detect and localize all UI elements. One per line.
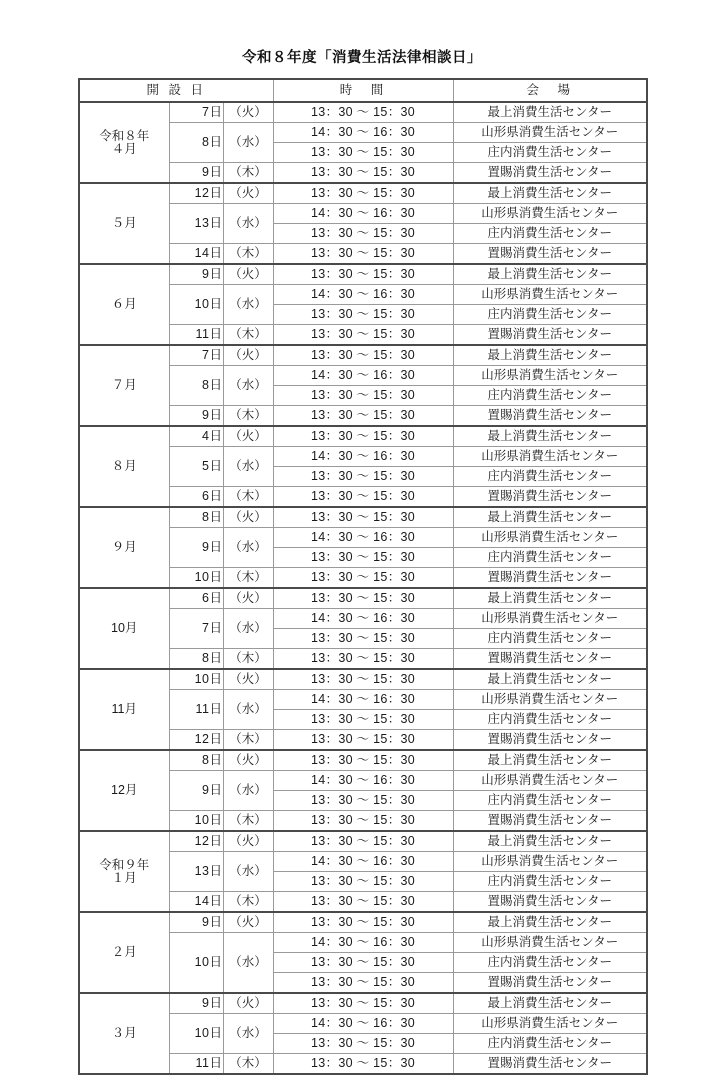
consultation-time: 13：30 ～ 15：30 (273, 406, 453, 427)
day-weekday: （木） (223, 487, 273, 508)
venue-name: 置賜消費生活センター (453, 568, 647, 589)
day-weekday: （水） (223, 690, 273, 730)
venue-name: 最上消費生活センター (453, 102, 647, 123)
day-number: 14日 (169, 244, 223, 265)
day-number: 10日 (169, 811, 223, 832)
venue-name: 最上消費生活センター (453, 588, 647, 609)
day-weekday: （火） (223, 588, 273, 609)
day-weekday: （火） (223, 264, 273, 285)
venue-name: 置賜消費生活センター (453, 406, 647, 427)
venue-name: 山形県消費生活センター (453, 285, 647, 305)
venue-name: 山形県消費生活センター (453, 447, 647, 467)
day-number: 8日 (169, 123, 223, 163)
day-number: 8日 (169, 366, 223, 406)
venue-name: 山形県消費生活センター (453, 771, 647, 791)
consultation-time: 13：30 ～ 15：30 (273, 872, 453, 892)
month-label (79, 669, 169, 750)
day-weekday: （水） (223, 609, 273, 649)
day-number: 10日 (169, 669, 223, 690)
month-label-line1: ９月 (111, 540, 137, 555)
consultation-time: 14：30 ～ 16：30 (273, 528, 453, 548)
venue-name: 庄内消費生活センター (453, 710, 647, 730)
venue-name: 最上消費生活センター (453, 912, 647, 933)
consultation-time: 13：30 ～ 15：30 (273, 953, 453, 973)
day-number: 14日 (169, 892, 223, 913)
venue-name: 山形県消費生活センター (453, 690, 647, 710)
day-number: 9日 (169, 912, 223, 933)
day-weekday: （木） (223, 406, 273, 427)
venue-name: 庄内消費生活センター (453, 143, 647, 163)
consultation-time: 13：30 ～ 15：30 (273, 1054, 453, 1075)
consultation-time: 13：30 ～ 15：30 (273, 973, 453, 994)
month-label-line2: ４月 (111, 141, 137, 156)
day-weekday: （火） (223, 426, 273, 447)
header-row (79, 79, 647, 102)
venue-name: 最上消費生活センター (453, 669, 647, 690)
month-label (79, 912, 169, 993)
month-label-line1: 令和８年 (99, 129, 150, 143)
day-weekday: （木） (223, 649, 273, 670)
consultation-time: 13：30 ～ 15：30 (273, 183, 453, 204)
consultation-time: 13：30 ～ 15：30 (273, 264, 453, 285)
consultation-time: 13：30 ～ 15：30 (273, 568, 453, 589)
page-title: 令和８年度「消費生活法律相談日」 (242, 50, 482, 66)
day-number: 4日 (169, 426, 223, 447)
table-row (79, 588, 647, 609)
venue-name: 山形県消費生活センター (453, 852, 647, 872)
day-number: 7日 (169, 609, 223, 649)
month-label (79, 750, 169, 831)
month-label (79, 264, 169, 345)
day-number: 6日 (169, 588, 223, 609)
month-label (79, 507, 169, 588)
venue-name: 山形県消費生活センター (453, 204, 647, 224)
day-weekday: （水） (223, 204, 273, 244)
venue-name: 置賜消費生活センター (453, 1054, 647, 1075)
venue-name: 庄内消費生活センター (453, 629, 647, 649)
table-row (79, 669, 647, 690)
day-number: 9日 (169, 163, 223, 184)
month-label-line1: 12月 (111, 783, 138, 798)
day-weekday: （火） (223, 183, 273, 204)
month-label (79, 183, 169, 264)
consultation-time: 14：30 ～ 16：30 (273, 366, 453, 386)
month-label-line2: １月 (111, 870, 137, 885)
consultation-time: 13：30 ～ 15：30 (273, 730, 453, 751)
day-weekday: （火） (223, 507, 273, 528)
consultation-time: 13：30 ～ 15：30 (273, 426, 453, 447)
day-number: 12日 (169, 730, 223, 751)
venue-name: 山形県消費生活センター (453, 1014, 647, 1034)
month-label-line1: ５月 (111, 216, 137, 231)
day-number: 11日 (169, 1054, 223, 1075)
day-number: 12日 (169, 831, 223, 852)
table-row (79, 183, 647, 204)
month-label-line1: 令和９年 (99, 858, 150, 872)
month-label-line1: 11月 (111, 702, 137, 717)
table-row (79, 426, 647, 447)
day-number: 12日 (169, 183, 223, 204)
day-number: 9日 (169, 264, 223, 285)
month-label (79, 426, 169, 507)
schedule-table-wrapper (78, 78, 646, 1075)
day-number: 5日 (169, 447, 223, 487)
venue-name: 置賜消費生活センター (453, 163, 647, 184)
venue-name: 庄内消費生活センター (453, 548, 647, 568)
day-number: 10日 (169, 1014, 223, 1054)
day-number: 6日 (169, 487, 223, 508)
consultation-time: 13：30 ～ 15：30 (273, 669, 453, 690)
day-number: 10日 (169, 285, 223, 325)
consultation-time: 13：30 ～ 15：30 (273, 467, 453, 487)
column-header-open-day: 開 設 日 (79, 79, 273, 102)
consultation-time: 13：30 ～ 15：30 (273, 507, 453, 528)
schedule-table (78, 78, 648, 1075)
venue-name: 最上消費生活センター (453, 750, 647, 771)
consultation-time: 13：30 ～ 15：30 (273, 386, 453, 406)
consultation-time: 14：30 ～ 16：30 (273, 690, 453, 710)
day-number: 8日 (169, 507, 223, 528)
venue-name: 最上消費生活センター (453, 507, 647, 528)
venue-name: 庄内消費生活センター (453, 1034, 647, 1054)
consultation-time: 14：30 ～ 16：30 (273, 447, 453, 467)
day-weekday: （木） (223, 244, 273, 265)
consultation-time: 13：30 ～ 15：30 (273, 325, 453, 346)
month-label-line1: ７月 (111, 378, 137, 393)
day-number: 8日 (169, 750, 223, 771)
month-label (79, 588, 169, 669)
day-weekday: （水） (223, 1014, 273, 1054)
table-header (79, 79, 647, 102)
month-label-line1: ８月 (111, 459, 137, 474)
venue-name: 置賜消費生活センター (453, 487, 647, 508)
day-weekday: （火） (223, 669, 273, 690)
day-weekday: （火） (223, 912, 273, 933)
day-number: 9日 (169, 771, 223, 811)
day-number: 13日 (169, 852, 223, 892)
venue-name: 庄内消費生活センター (453, 386, 647, 406)
venue-name: 庄内消費生活センター (453, 791, 647, 811)
table-row (79, 345, 647, 366)
day-weekday: （水） (223, 933, 273, 994)
venue-name: 最上消費生活センター (453, 993, 647, 1014)
day-weekday: （火） (223, 750, 273, 771)
column-header-venue: 会 場 (453, 79, 647, 102)
consultation-time: 14：30 ～ 16：30 (273, 852, 453, 872)
day-weekday: （木） (223, 811, 273, 832)
day-weekday: （木） (223, 1054, 273, 1075)
venue-name: 山形県消費生活センター (453, 123, 647, 143)
day-weekday: （水） (223, 528, 273, 568)
table-row (79, 102, 647, 123)
table-body (79, 102, 647, 1074)
venue-name: 置賜消費生活センター (453, 973, 647, 994)
consultation-time: 13：30 ～ 15：30 (273, 831, 453, 852)
month-label (79, 831, 169, 912)
consultation-time: 13：30 ～ 15：30 (273, 102, 453, 123)
consultation-time: 14：30 ～ 16：30 (273, 204, 453, 224)
venue-name: 庄内消費生活センター (453, 953, 647, 973)
column-header-time: 時 間 (273, 79, 453, 102)
consultation-time: 13：30 ～ 15：30 (273, 750, 453, 771)
day-weekday: （火） (223, 993, 273, 1014)
consultation-time: 13：30 ～ 15：30 (273, 993, 453, 1014)
day-number: 10日 (169, 933, 223, 994)
venue-name: 置賜消費生活センター (453, 892, 647, 913)
consultation-time: 14：30 ～ 16：30 (273, 123, 453, 143)
venue-name: 置賜消費生活センター (453, 244, 647, 265)
day-weekday: （木） (223, 163, 273, 184)
consultation-time: 13：30 ～ 15：30 (273, 710, 453, 730)
venue-name: 庄内消費生活センター (453, 224, 647, 244)
day-weekday: （木） (223, 892, 273, 913)
day-number: 9日 (169, 406, 223, 427)
consultation-time: 13：30 ～ 15：30 (273, 163, 453, 184)
consultation-time: 14：30 ～ 16：30 (273, 609, 453, 629)
venue-name: 置賜消費生活センター (453, 811, 647, 832)
day-number: 10日 (169, 568, 223, 589)
day-weekday: （木） (223, 730, 273, 751)
table-row (79, 831, 647, 852)
day-number: 7日 (169, 345, 223, 366)
day-number: 13日 (169, 204, 223, 244)
day-weekday: （水） (223, 447, 273, 487)
month-label-line1: ３月 (111, 1026, 137, 1041)
venue-name: 山形県消費生活センター (453, 528, 647, 548)
day-weekday: （水） (223, 285, 273, 325)
day-weekday: （火） (223, 831, 273, 852)
consultation-time: 13：30 ～ 15：30 (273, 244, 453, 265)
day-weekday: （水） (223, 852, 273, 892)
consultation-time: 13：30 ～ 15：30 (273, 811, 453, 832)
consultation-time: 14：30 ～ 16：30 (273, 1014, 453, 1034)
consultation-time: 14：30 ～ 16：30 (273, 285, 453, 305)
venue-name: 置賜消費生活センター (453, 649, 647, 670)
consultation-time: 13：30 ～ 15：30 (273, 649, 453, 670)
venue-name: 最上消費生活センター (453, 264, 647, 285)
venue-name: 庄内消費生活センター (453, 305, 647, 325)
consultation-time: 13：30 ～ 15：30 (273, 892, 453, 913)
day-weekday: （木） (223, 568, 273, 589)
month-label (79, 993, 169, 1074)
table-row (79, 750, 647, 771)
day-weekday: （水） (223, 366, 273, 406)
venue-name: 庄内消費生活センター (453, 872, 647, 892)
day-weekday: （火） (223, 345, 273, 366)
venue-name: 最上消費生活センター (453, 345, 647, 366)
consultation-time: 14：30 ～ 16：30 (273, 771, 453, 791)
day-number: 9日 (169, 993, 223, 1014)
month-label (79, 102, 169, 183)
venue-name: 置賜消費生活センター (453, 325, 647, 346)
day-number: 8日 (169, 649, 223, 670)
consultation-time: 13：30 ～ 15：30 (273, 1034, 453, 1054)
consultation-time: 13：30 ～ 15：30 (273, 629, 453, 649)
table-row (79, 993, 647, 1014)
consultation-time: 13：30 ～ 15：30 (273, 224, 453, 244)
month-label-line1: ６月 (111, 297, 137, 312)
month-label (79, 345, 169, 426)
consultation-time: 13：30 ～ 15：30 (273, 548, 453, 568)
venue-name: 山形県消費生活センター (453, 609, 647, 629)
consultation-time: 13：30 ～ 15：30 (273, 487, 453, 508)
month-label-line1: ２月 (111, 945, 137, 960)
venue-name: 最上消費生活センター (453, 831, 647, 852)
venue-name: 最上消費生活センター (453, 183, 647, 204)
consultation-time: 13：30 ～ 15：30 (273, 305, 453, 325)
day-weekday: （水） (223, 771, 273, 811)
consultation-time: 13：30 ～ 15：30 (273, 143, 453, 163)
venue-name: 最上消費生活センター (453, 426, 647, 447)
day-number: 7日 (169, 102, 223, 123)
day-weekday: （木） (223, 325, 273, 346)
month-label-line1: 10月 (111, 621, 138, 636)
venue-name: 置賜消費生活センター (453, 730, 647, 751)
table-row (79, 507, 647, 528)
table-row (79, 264, 647, 285)
consultation-time: 13：30 ～ 15：30 (273, 791, 453, 811)
table-row (79, 912, 647, 933)
day-number: 9日 (169, 528, 223, 568)
venue-name: 山形県消費生活センター (453, 933, 647, 953)
consultation-time: 13：30 ～ 15：30 (273, 588, 453, 609)
day-weekday: （火） (223, 102, 273, 123)
consultation-time: 13：30 ～ 15：30 (273, 912, 453, 933)
consultation-time: 14：30 ～ 16：30 (273, 933, 453, 953)
day-number: 11日 (169, 325, 223, 346)
consultation-time: 13：30 ～ 15：30 (273, 345, 453, 366)
venue-name: 庄内消費生活センター (453, 467, 647, 487)
day-weekday: （水） (223, 123, 273, 163)
day-number: 11日 (169, 690, 223, 730)
venue-name: 山形県消費生活センター (453, 366, 647, 386)
